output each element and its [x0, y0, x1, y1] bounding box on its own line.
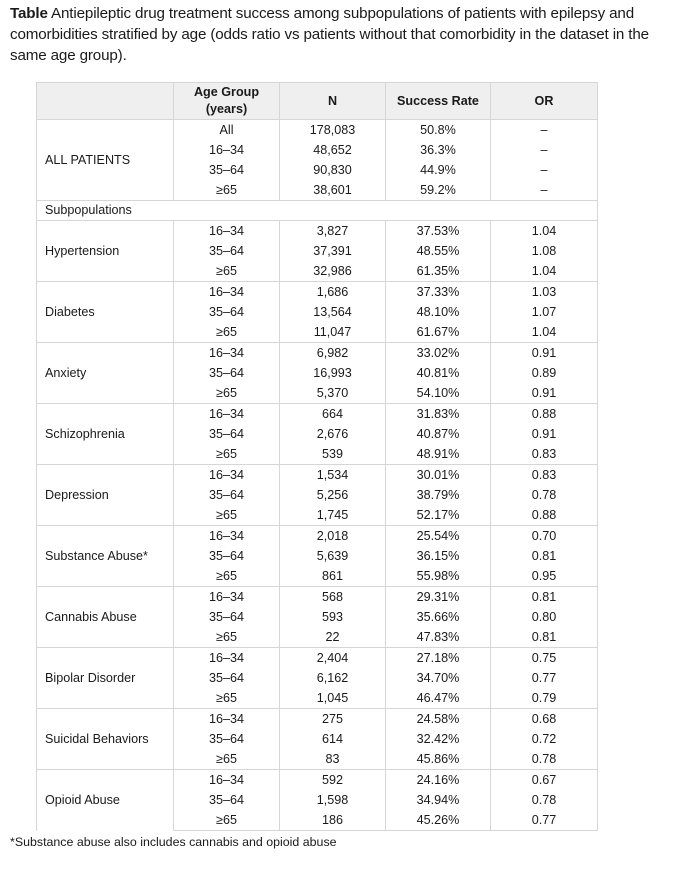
subpopulations-label: Subpopulations — [37, 201, 598, 221]
n-cell: 275 — [280, 709, 386, 730]
row-group-label: Cannabis Abuse — [37, 587, 174, 648]
table-row — [37, 221, 598, 242]
or-cell: 0.77 — [491, 668, 598, 688]
row-group-label: Depression — [37, 465, 174, 526]
age-cell: 16–34 — [174, 221, 280, 242]
or-cell: 1.03 — [491, 282, 598, 303]
n-cell: 83 — [280, 749, 386, 770]
success-rate-cell: 48.10% — [386, 302, 491, 322]
success-rate-cell: 31.83% — [386, 404, 491, 425]
or-cell: 0.83 — [491, 465, 598, 486]
subpopulations-row — [37, 201, 598, 221]
n-cell: 568 — [280, 587, 386, 608]
age-cell: 35–64 — [174, 729, 280, 749]
age-cell: ≥65 — [174, 566, 280, 587]
success-rate-cell: 25.54% — [386, 526, 491, 547]
or-cell: 1.04 — [491, 322, 598, 343]
age-cell: ≥65 — [174, 749, 280, 770]
n-cell: 178,083 — [280, 120, 386, 141]
success-rate-cell: 30.01% — [386, 465, 491, 486]
age-cell: 35–64 — [174, 790, 280, 810]
age-cell: 16–34 — [174, 140, 280, 160]
header-n: N — [280, 83, 386, 120]
row-group-label: Bipolar Disorder — [37, 648, 174, 709]
table-row — [37, 526, 598, 547]
results-table — [36, 82, 598, 831]
success-rate-cell: 32.42% — [386, 729, 491, 749]
success-rate-cell: 40.81% — [386, 363, 491, 383]
age-cell: 16–34 — [174, 648, 280, 669]
success-rate-cell: 54.10% — [386, 383, 491, 404]
table-row — [37, 343, 598, 364]
success-rate-cell: 47.83% — [386, 627, 491, 648]
table-row — [37, 120, 598, 141]
age-cell: 16–34 — [174, 343, 280, 364]
success-rate-cell: 46.47% — [386, 688, 491, 709]
or-cell: 0.80 — [491, 607, 598, 627]
or-cell: 0.91 — [491, 424, 598, 444]
or-cell: – — [491, 160, 598, 180]
n-cell: 48,652 — [280, 140, 386, 160]
n-cell: 592 — [280, 770, 386, 791]
row-group-label: Suicidal Behaviors — [37, 709, 174, 770]
header-row — [37, 83, 598, 120]
footnote: *Substance abuse also includes cannabis and opioid abuse — [10, 835, 337, 849]
success-rate-cell: 48.91% — [386, 444, 491, 465]
or-cell: 0.88 — [491, 505, 598, 526]
age-cell: All — [174, 120, 280, 141]
n-cell: 1,745 — [280, 505, 386, 526]
age-cell: ≥65 — [174, 688, 280, 709]
header-age-group: Age Group (years) — [174, 83, 280, 120]
success-rate-cell: 45.26% — [386, 810, 491, 831]
age-cell: ≥65 — [174, 627, 280, 648]
success-rate-cell: 35.66% — [386, 607, 491, 627]
success-rate-cell: 55.98% — [386, 566, 491, 587]
age-cell: 35–64 — [174, 668, 280, 688]
or-cell: 0.70 — [491, 526, 598, 547]
or-cell: – — [491, 180, 598, 201]
age-cell: ≥65 — [174, 383, 280, 404]
success-rate-cell: 33.02% — [386, 343, 491, 364]
n-cell: 186 — [280, 810, 386, 831]
n-cell: 539 — [280, 444, 386, 465]
or-cell: 0.91 — [491, 343, 598, 364]
success-rate-cell: 37.53% — [386, 221, 491, 242]
or-cell: 0.81 — [491, 587, 598, 608]
table-row — [37, 465, 598, 486]
success-rate-cell: 61.35% — [386, 261, 491, 282]
n-cell: 614 — [280, 729, 386, 749]
or-cell: 0.68 — [491, 709, 598, 730]
age-cell: ≥65 — [174, 322, 280, 343]
n-cell: 6,162 — [280, 668, 386, 688]
success-rate-cell: 29.31% — [386, 587, 491, 608]
or-cell: 0.95 — [491, 566, 598, 587]
age-cell: ≥65 — [174, 505, 280, 526]
or-cell: 0.77 — [491, 810, 598, 831]
n-cell: 2,676 — [280, 424, 386, 444]
success-rate-cell: 50.8% — [386, 120, 491, 141]
or-cell: 1.08 — [491, 241, 598, 261]
success-rate-cell: 40.87% — [386, 424, 491, 444]
age-cell: 35–64 — [174, 241, 280, 261]
or-cell: – — [491, 140, 598, 160]
or-cell: 0.75 — [491, 648, 598, 669]
row-group-label: ALL PATIENTS — [37, 120, 174, 201]
caption-label: Table — [10, 5, 48, 22]
age-cell: 16–34 — [174, 526, 280, 547]
success-rate-cell: 48.55% — [386, 241, 491, 261]
table-row — [37, 282, 598, 303]
success-rate-cell: 27.18% — [386, 648, 491, 669]
n-cell: 32,986 — [280, 261, 386, 282]
n-cell: 13,564 — [280, 302, 386, 322]
n-cell: 1,045 — [280, 688, 386, 709]
n-cell: 1,686 — [280, 282, 386, 303]
caption-text: Antiepileptic drug treatment success among subpopulations of patients with epilepsy and comorbidities stratified by age (odds ratio vs patients without that comorbidity in the dataset in the same age group). — [10, 5, 649, 64]
age-cell: ≥65 — [174, 261, 280, 282]
age-cell: 16–34 — [174, 770, 280, 791]
n-cell: 861 — [280, 566, 386, 587]
age-cell: ≥65 — [174, 180, 280, 201]
or-cell: 0.78 — [491, 749, 598, 770]
age-cell: 16–34 — [174, 587, 280, 608]
or-cell: 1.04 — [491, 261, 598, 282]
success-rate-cell: 61.67% — [386, 322, 491, 343]
n-cell: 5,639 — [280, 546, 386, 566]
age-cell: ≥65 — [174, 444, 280, 465]
age-cell: 35–64 — [174, 485, 280, 505]
success-rate-cell: 52.17% — [386, 505, 491, 526]
or-cell: – — [491, 120, 598, 141]
row-group-label: Substance Abuse* — [37, 526, 174, 587]
n-cell: 2,404 — [280, 648, 386, 669]
header-label — [37, 83, 174, 120]
n-cell: 593 — [280, 607, 386, 627]
n-cell: 6,982 — [280, 343, 386, 364]
table-body — [37, 120, 598, 831]
row-group-label: Schizophrenia — [37, 404, 174, 465]
age-cell: 35–64 — [174, 363, 280, 383]
success-rate-cell: 44.9% — [386, 160, 491, 180]
or-cell: 1.07 — [491, 302, 598, 322]
row-group-label: Anxiety — [37, 343, 174, 404]
or-cell: 0.81 — [491, 546, 598, 566]
age-cell: 35–64 — [174, 607, 280, 627]
success-rate-cell: 24.58% — [386, 709, 491, 730]
success-rate-cell: 36.15% — [386, 546, 491, 566]
n-cell: 16,993 — [280, 363, 386, 383]
age-cell: 35–64 — [174, 424, 280, 444]
age-cell: 35–64 — [174, 546, 280, 566]
age-cell: 16–34 — [174, 709, 280, 730]
or-cell: 0.78 — [491, 485, 598, 505]
or-cell: 1.04 — [491, 221, 598, 242]
success-rate-cell: 34.94% — [386, 790, 491, 810]
or-cell: 0.67 — [491, 770, 598, 791]
age-cell: ≥65 — [174, 810, 280, 831]
n-cell: 1,534 — [280, 465, 386, 486]
table-row — [37, 709, 598, 730]
age-cell: 35–64 — [174, 302, 280, 322]
or-cell: 0.91 — [491, 383, 598, 404]
success-rate-cell: 37.33% — [386, 282, 491, 303]
table-row — [37, 404, 598, 425]
row-group-label: Diabetes — [37, 282, 174, 343]
n-cell: 3,827 — [280, 221, 386, 242]
age-cell: 35–64 — [174, 160, 280, 180]
n-cell: 38,601 — [280, 180, 386, 201]
or-cell: 0.83 — [491, 444, 598, 465]
row-group-label: Hypertension — [37, 221, 174, 282]
row-group-label: Opioid Abuse — [37, 770, 174, 831]
or-cell: 0.72 — [491, 729, 598, 749]
age-cell: 16–34 — [174, 282, 280, 303]
n-cell: 2,018 — [280, 526, 386, 547]
table-caption — [10, 3, 686, 66]
n-cell: 664 — [280, 404, 386, 425]
n-cell: 22 — [280, 627, 386, 648]
age-cell: 16–34 — [174, 465, 280, 486]
or-cell: 0.79 — [491, 688, 598, 709]
n-cell: 5,370 — [280, 383, 386, 404]
n-cell: 5,256 — [280, 485, 386, 505]
header-or: OR — [491, 83, 598, 120]
header-success-rate: Success Rate — [386, 83, 491, 120]
success-rate-cell: 24.16% — [386, 770, 491, 791]
success-rate-cell: 59.2% — [386, 180, 491, 201]
success-rate-cell: 34.70% — [386, 668, 491, 688]
n-cell: 37,391 — [280, 241, 386, 261]
n-cell: 1,598 — [280, 790, 386, 810]
success-rate-cell: 45.86% — [386, 749, 491, 770]
table-row — [37, 587, 598, 608]
age-cell: 16–34 — [174, 404, 280, 425]
success-rate-cell: 36.3% — [386, 140, 491, 160]
or-cell: 0.89 — [491, 363, 598, 383]
or-cell: 0.81 — [491, 627, 598, 648]
table-row — [37, 648, 598, 669]
table-row — [37, 770, 598, 791]
success-rate-cell: 38.79% — [386, 485, 491, 505]
or-cell: 0.78 — [491, 790, 598, 810]
n-cell: 11,047 — [280, 322, 386, 343]
n-cell: 90,830 — [280, 160, 386, 180]
or-cell: 0.88 — [491, 404, 598, 425]
